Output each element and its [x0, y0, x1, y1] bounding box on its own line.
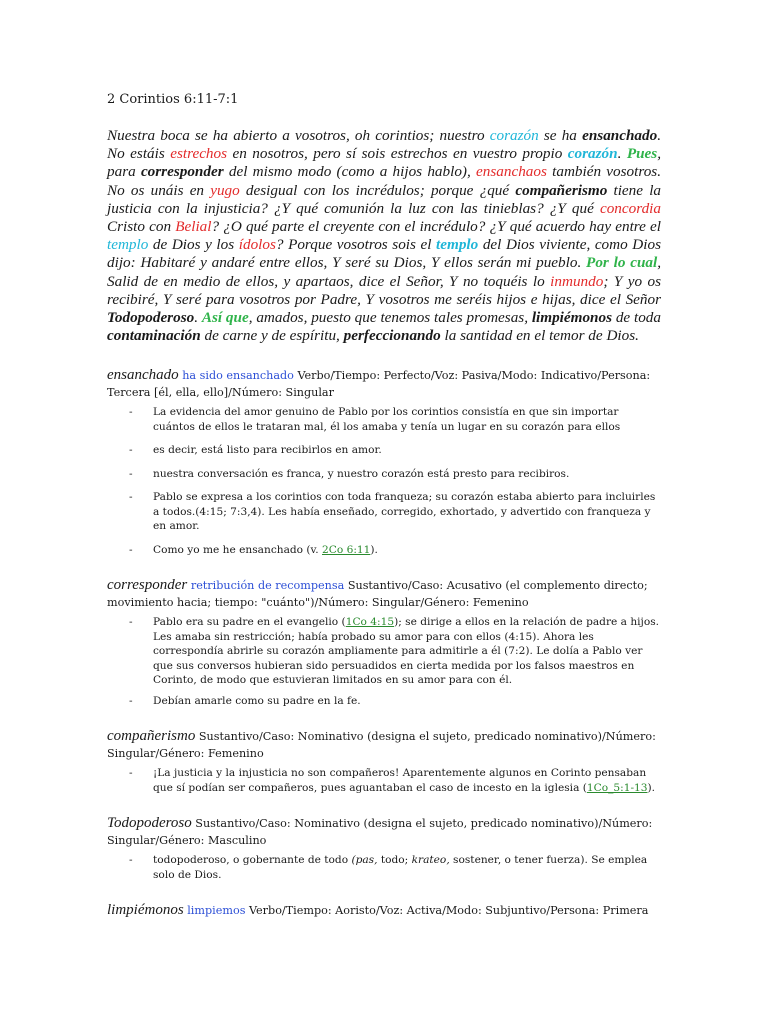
dash-bullet: -	[129, 467, 133, 480]
text-run: ? Porque vosotros sois el	[275, 236, 437, 254]
word-entry	[107, 728, 661, 795]
text-run: . No estáis	[107, 127, 661, 163]
note-item	[107, 766, 661, 795]
highlighted-word: limpiémonos	[531, 309, 612, 327]
scripture-link[interactable]: 1Co_5:1-13	[586, 781, 648, 794]
word-entry	[107, 577, 661, 708]
highlighted-word: (pas,	[351, 854, 378, 867]
word-heading	[107, 367, 661, 401]
text-run: también vosotros. No os unáis en	[107, 163, 661, 199]
word-term: Todopoderoso	[107, 815, 192, 832]
highlighted-word: Todopoderoso	[107, 309, 195, 327]
word-heading	[107, 902, 661, 919]
word-notes	[107, 853, 661, 882]
text-run: La evidencia del amor genuino de Pablo por los corintios consistía en que sin importar cuántos de ellos le trataran mal, él los amaba y tenía un lugar en su corazón para ellos	[153, 406, 621, 433]
highlighted-word: contaminación	[107, 327, 201, 345]
highlighted-word: inmundo	[550, 272, 604, 290]
text-run: sostener, o tener fuerza). Se emplea solo de Dios.	[153, 854, 648, 881]
scripture-passage	[107, 127, 661, 345]
note-item	[107, 467, 661, 482]
text-run: Nuestra boca se ha abierto a vosotros, oh corintios; nuestro	[107, 127, 490, 144]
word-grammar: Sustantivo/Caso: Nominativo (designa el sujeto, predicado nominativo)/Número: Singular/Género: Masculino	[107, 817, 653, 848]
highlighted-word: corazón	[489, 127, 539, 144]
highlighted-word: templo	[107, 236, 149, 254]
text-run: nuestra conversación es franca, y nuestro corazón está presto para recibiros.	[153, 467, 570, 480]
text-run: tiene la justicia con la injusticia? ¿Y qué comunión la luz con las tinieblas? ¿Y qué	[107, 181, 662, 217]
note-item	[107, 543, 661, 558]
highlighted-word: corazón	[567, 145, 618, 163]
text-run: se ha	[538, 127, 583, 144]
dash-bullet: -	[129, 491, 133, 504]
text-run: todo;	[377, 854, 412, 867]
highlighted-word: corresponder	[140, 163, 224, 181]
word-term: ensanchado	[107, 367, 179, 384]
text-run: Cristo con	[107, 218, 176, 236]
text-run: ¡La justicia y la injusticia no son compañeros! Aparentemente algunos en Corinto pensaban que sí podían ser compañeros, pues aguantaban el caso de incesto en la iglesia (	[153, 767, 647, 794]
highlighted-word: compañerismo	[515, 181, 608, 199]
text-run: Pablo se expresa a los corintios con toda franqueza; su corazón estaba abierto para incluirles a todos.(4:15; 7:3,4). Les había enseñado, corregido, exhortado, y advertido con franqueza y en amor.	[153, 491, 656, 533]
dash-bullet: -	[129, 616, 133, 629]
highlighted-word: krateo,	[411, 854, 450, 867]
text-run: Pablo era su padre en el evangelio (	[153, 616, 346, 629]
dash-bullet: -	[129, 444, 133, 457]
word-heading	[107, 815, 661, 849]
note-item	[107, 694, 661, 709]
highlighted-word: yugo	[210, 181, 240, 199]
text-run: es decir, está listo para recibirlos en amor.	[153, 444, 382, 457]
text-run: , Salid de en medio de ellos, y apartaos, dice el Señor, Y no toquéis lo	[107, 254, 661, 290]
note-item	[107, 853, 661, 882]
text-run: del mismo modo (como a hijos hablo),	[223, 163, 477, 181]
text-run: ).	[647, 781, 656, 794]
note-item	[107, 490, 661, 534]
highlighted-word: Pues	[626, 145, 658, 163]
highlighted-word: perfeccionando	[343, 327, 441, 345]
note-item	[107, 443, 661, 458]
dash-bullet: -	[129, 854, 133, 867]
note-item	[107, 615, 661, 688]
highlighted-word: Por lo cual	[586, 254, 658, 272]
highlighted-word: ensanchaos	[476, 163, 547, 181]
text-run: ; Y yo os recibiré, Y seré para vosotros por Padre, Y vosotros me seréis hijos e hijas, dice el Señor	[107, 272, 661, 308]
dash-bullet: -	[129, 543, 133, 556]
word-study-list	[107, 367, 661, 919]
word-term: limpiémonos	[107, 902, 184, 919]
dash-bullet: -	[129, 767, 133, 780]
highlighted-word: ídolos	[238, 236, 276, 254]
note-item	[107, 405, 661, 434]
text-run: todopoderoso, o gobernante de todo	[153, 854, 352, 867]
word-grammar: Verbo/Tiempo: Aoristo/Voz: Activa/Modo: Subjuntivo/Persona: Primera	[245, 904, 649, 918]
word-term: compañerismo	[107, 728, 196, 745]
text-run: , para	[107, 145, 661, 181]
text-run: de carne y de espíritu,	[200, 327, 344, 345]
word-grammar: Verbo/Tiempo: Perfecto/Voz: Pasiva/Modo: Indicativo/Persona: Tercera [él, ella, ello]/Número: Singular	[107, 369, 651, 400]
highlighted-word: estrechos	[170, 145, 228, 163]
highlighted-word: ensanchado	[582, 127, 658, 144]
word-notes	[107, 615, 661, 708]
text-run: ); se dirige a ellos en la relación de padre a hijos. Les amaba sin restricción; había probado su amor para con ellos (4:15). Ahora les correspondía abrirle su corazón ampliamente para admitirle a él (7:2). Le dolía a Pablo ver que sus conversos hubieran sido persuadidos en cierta medida por los falsos maestros en Corinto, de modo que estuvieran limitados en su amor para con él.	[153, 616, 660, 687]
word-heading	[107, 577, 661, 611]
word-translation: limpiemos	[187, 904, 246, 918]
text-run: .	[617, 145, 627, 163]
word-translation: retribución de recompensa	[190, 579, 345, 593]
word-entry	[107, 902, 661, 919]
scripture-link[interactable]: 1Co 4:15	[345, 616, 395, 629]
scripture-reference: 2 Corintios 6:11-7:1	[107, 92, 239, 107]
word-grammar: Sustantivo/Caso: Nominativo (designa el sujeto, predicado nominativo)/Número: Singular/Género: Femenino	[107, 730, 656, 761]
text-run: Como yo me he ensanchado (v.	[153, 543, 323, 556]
text-run: de toda	[612, 309, 661, 327]
highlighted-word: Belial	[175, 218, 212, 236]
word-notes	[107, 405, 661, 557]
word-entry	[107, 815, 661, 882]
word-translation: ha sido ensanchado	[182, 369, 294, 383]
text-run: de Dios y los	[148, 236, 239, 254]
text-run: Debían amarle como su padre en la fe.	[153, 694, 361, 707]
text-run: ? ¿O qué parte el creyente con el incrédulo? ¿Y qué acuerdo hay entre el	[211, 218, 661, 236]
text-run: del Dios viviente, como Dios dijo: Habitaré y andaré entre ellos, Y seré su Dios, Y ellos serán mi pueblo.	[107, 236, 661, 272]
text-run: ).	[370, 543, 378, 556]
word-heading	[107, 728, 661, 762]
highlighted-word: templo	[436, 236, 479, 254]
text-run: , amados, puesto que tenemos tales promesas,	[248, 309, 532, 327]
text-run: en nosotros, pero sí sois estrechos en vuestro propio	[227, 145, 568, 163]
word-notes	[107, 766, 661, 795]
highlighted-word: concordia	[599, 199, 661, 217]
dash-bullet: -	[129, 406, 133, 419]
text-run: la santidad en el temor de Dios.	[440, 327, 639, 345]
text-run: desigual con los incrédulos; porque ¿qué	[239, 181, 516, 199]
word-entry	[107, 367, 661, 557]
text-run: .	[194, 309, 202, 327]
dash-bullet: -	[129, 694, 133, 707]
highlighted-word: Así que	[201, 309, 249, 327]
word-grammar: Sustantivo/Caso: Acusativo (el complemento directo; movimiento hacia; tiempo: "cuánto")/Número: Singular/Género: Femenino	[107, 579, 648, 610]
scripture-link[interactable]: 2Co 6:11	[322, 543, 371, 556]
word-term: corresponder	[107, 577, 188, 594]
